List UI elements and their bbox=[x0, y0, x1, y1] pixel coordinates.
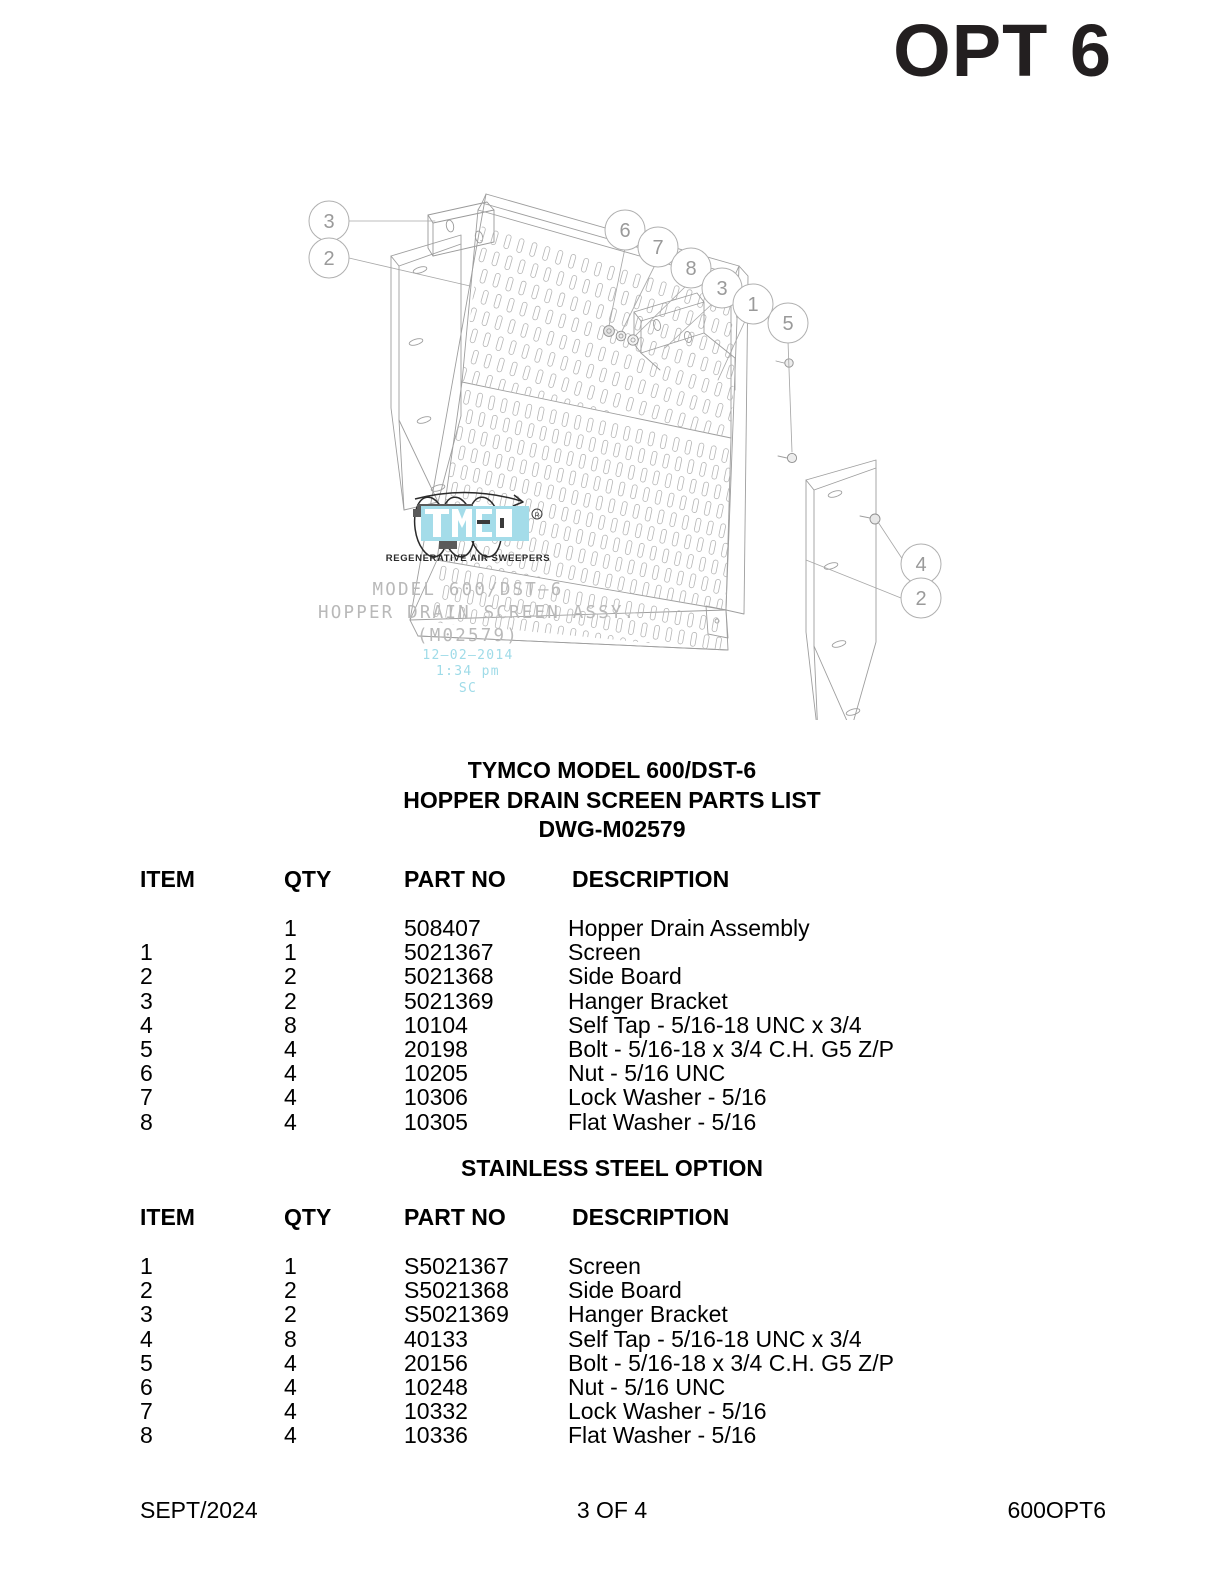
cell-part-no: S5021369 bbox=[404, 1301, 509, 1328]
cell-item: 1 bbox=[140, 939, 153, 966]
fastener-right-mid bbox=[778, 453, 797, 462]
side-board-right bbox=[806, 460, 876, 720]
callout-3 bbox=[309, 201, 349, 241]
cell-description: Hanger Bracket bbox=[568, 1301, 728, 1328]
cell-item: 2 bbox=[140, 1277, 153, 1304]
svg-text:REGENERATIVE AIR SWEEPERS: REGENERATIVE AIR SWEEPERS bbox=[385, 553, 551, 564]
cell-item: 3 bbox=[140, 987, 153, 1014]
table-header-spacer bbox=[0, 894, 1224, 916]
stainless-steel-section-heading: STAINLESS STEEL OPTION bbox=[460, 1155, 764, 1181]
column-header-item: ITEM bbox=[140, 866, 195, 892]
cell-qty: 2 bbox=[284, 1277, 297, 1304]
cell-description: Bolt - 5/16-18 x 3/4 C.H. G5 Z/P bbox=[568, 1035, 894, 1062]
table-row bbox=[0, 1302, 1224, 1326]
parts-list-title bbox=[0, 756, 1224, 845]
stainless-parts-table bbox=[0, 1202, 1224, 1448]
cell-description: Flat Washer - 5/16 bbox=[568, 1422, 757, 1449]
cell-part-no: 10306 bbox=[404, 1084, 468, 1111]
lock-washer-icon bbox=[616, 331, 626, 341]
screen-perforations-upper bbox=[432, 227, 765, 480]
cell-qty: 4 bbox=[284, 1060, 297, 1087]
table-row bbox=[0, 1085, 1224, 1109]
table-row bbox=[0, 1278, 1224, 1302]
cell-description: Side Board bbox=[568, 1277, 682, 1304]
column-header-description: DESCRIPTION bbox=[572, 866, 730, 892]
cell-qty: 4 bbox=[284, 1398, 297, 1425]
cell-part-no: 20198 bbox=[404, 1035, 468, 1062]
cell-qty: 4 bbox=[284, 1373, 297, 1400]
cell-description: Nut - 5/16 UNC bbox=[568, 1060, 726, 1087]
cell-part-no: 5021367 bbox=[404, 939, 494, 966]
footer-page-number: 3 OF 4 bbox=[576, 1497, 648, 1523]
title-line-parts-list: HOPPER DRAIN SCREEN PARTS LIST bbox=[403, 786, 821, 813]
page-title: OPT 6 bbox=[893, 9, 1112, 92]
svg-text:2: 2 bbox=[915, 588, 927, 610]
cell-item: 6 bbox=[140, 1060, 153, 1087]
self-tap-screw-icon bbox=[860, 514, 880, 524]
column-header-qty: QTY bbox=[284, 866, 332, 892]
table-row bbox=[0, 940, 1224, 964]
table-header-spacer bbox=[0, 1232, 1224, 1254]
cell-description: Hopper Drain Assembly bbox=[568, 915, 810, 941]
column-header-part-no: PART NO bbox=[404, 866, 506, 892]
table-row bbox=[0, 1013, 1224, 1037]
cell-description: Lock Washer - 5/16 bbox=[568, 1398, 767, 1425]
cell-part-no: 5021368 bbox=[404, 963, 494, 990]
cell-qty: 4 bbox=[284, 1108, 297, 1135]
cell-qty: 4 bbox=[284, 1349, 297, 1376]
fastener-stack-top bbox=[604, 326, 639, 346]
flat-washer-icon bbox=[628, 335, 638, 345]
cell-item: 6 bbox=[140, 1373, 153, 1400]
table-row bbox=[0, 1399, 1224, 1423]
cell-part-no: 10336 bbox=[404, 1422, 468, 1449]
cell-part-no: 508407 bbox=[404, 915, 481, 941]
cell-qty: 8 bbox=[284, 1011, 297, 1038]
table-row bbox=[0, 964, 1224, 988]
column-header-item: ITEM bbox=[140, 1204, 195, 1230]
cell-qty: 2 bbox=[284, 963, 297, 990]
table-row bbox=[0, 1037, 1224, 1061]
column-header-description: DESCRIPTION bbox=[572, 1204, 730, 1230]
cell-qty: 1 bbox=[284, 939, 297, 966]
caption-stamp-time: 1:34 pm bbox=[436, 664, 500, 680]
table-row bbox=[0, 1423, 1224, 1447]
cell-item: 3 bbox=[140, 1301, 153, 1328]
svg-text:7: 7 bbox=[652, 237, 664, 259]
svg-text:3: 3 bbox=[323, 211, 335, 233]
column-header-part-no: PART NO bbox=[404, 1204, 506, 1230]
page-footer bbox=[0, 1494, 1224, 1526]
cell-description: Screen bbox=[568, 939, 641, 966]
table-header-row bbox=[0, 1202, 1224, 1232]
cell-qty: 4 bbox=[284, 1422, 297, 1449]
cell-description: Lock Washer - 5/16 bbox=[568, 1084, 767, 1111]
cell-description: Bolt - 5/16-18 x 3/4 C.H. G5 Z/P bbox=[568, 1349, 894, 1376]
caption-model: MODEL 600/DST–6 bbox=[372, 580, 564, 600]
cell-item: 8 bbox=[140, 1422, 153, 1449]
cell-description: Hanger Bracket bbox=[568, 987, 728, 1014]
cell-part-no: 10332 bbox=[404, 1398, 468, 1425]
cell-part-no: 10248 bbox=[404, 1373, 468, 1400]
cell-description: Self Tap - 5/16-18 UNC x 3/4 bbox=[568, 1325, 862, 1352]
cell-qty: 2 bbox=[284, 987, 297, 1014]
cell-item: 8 bbox=[140, 1108, 153, 1135]
nut-icon bbox=[604, 326, 615, 337]
footer-date: SEPT/2024 bbox=[140, 1497, 258, 1523]
cell-part-no: 5021369 bbox=[404, 987, 494, 1014]
cell-part-no: 40133 bbox=[404, 1325, 468, 1352]
svg-text:1: 1 bbox=[747, 294, 759, 316]
cell-description: Screen bbox=[568, 1253, 641, 1279]
cell-qty: 4 bbox=[284, 1035, 297, 1062]
cell-description: Nut - 5/16 UNC bbox=[568, 1373, 726, 1400]
caption-stamp-date: 12–02–2014 bbox=[422, 648, 514, 664]
caption-stamp-initials: SC bbox=[458, 680, 478, 696]
callout-2b bbox=[901, 578, 941, 618]
svg-text:5: 5 bbox=[782, 313, 794, 335]
callout-5 bbox=[768, 303, 808, 343]
svg-text:3: 3 bbox=[716, 278, 728, 300]
cell-item: 4 bbox=[140, 1325, 153, 1352]
caption-assembly: HOPPER DRAIN SCREEN ASSY. bbox=[318, 603, 637, 624]
cell-part-no: S5021367 bbox=[404, 1253, 509, 1279]
cell-qty: 2 bbox=[284, 1301, 297, 1328]
cell-part-no: 10104 bbox=[404, 1011, 468, 1038]
svg-text:4: 4 bbox=[915, 554, 927, 576]
cell-part-no: 10205 bbox=[404, 1060, 468, 1087]
cell-description: Flat Washer - 5/16 bbox=[568, 1108, 757, 1135]
svg-text:R: R bbox=[534, 512, 540, 520]
main-parts-table bbox=[0, 864, 1224, 1134]
cell-qty: 1 bbox=[284, 1253, 297, 1279]
cell-item: 1 bbox=[140, 1253, 153, 1279]
footer-document-code: 600OPT6 bbox=[1007, 1497, 1106, 1523]
cell-part-no: 10305 bbox=[404, 1108, 468, 1135]
cell-item: 7 bbox=[140, 1398, 153, 1425]
callout-1 bbox=[733, 284, 773, 324]
svg-text:2: 2 bbox=[323, 248, 335, 270]
table-row bbox=[0, 916, 1224, 940]
cell-description: Self Tap - 5/16-18 UNC x 3/4 bbox=[568, 1011, 862, 1038]
cell-part-no: 20156 bbox=[404, 1349, 468, 1376]
table-row bbox=[0, 1061, 1224, 1085]
table-header-row bbox=[0, 864, 1224, 894]
cell-part-no: S5021368 bbox=[404, 1277, 509, 1304]
fastener-right-upper bbox=[776, 359, 793, 367]
title-block bbox=[318, 487, 637, 697]
table-row bbox=[0, 1351, 1224, 1375]
svg-text:6: 6 bbox=[619, 220, 631, 242]
table-row bbox=[0, 1110, 1224, 1134]
table-row bbox=[0, 1254, 1224, 1278]
table-row bbox=[0, 989, 1224, 1013]
cell-item: 2 bbox=[140, 963, 153, 990]
cell-item: 7 bbox=[140, 1084, 153, 1111]
svg-text:8: 8 bbox=[685, 258, 697, 280]
cell-item: 5 bbox=[140, 1035, 153, 1062]
callout-2 bbox=[309, 238, 349, 278]
cell-item: 4 bbox=[140, 1011, 153, 1038]
cell-qty: 8 bbox=[284, 1325, 297, 1352]
cell-qty: 1 bbox=[284, 915, 297, 941]
table-row bbox=[0, 1327, 1224, 1351]
table-row bbox=[0, 1375, 1224, 1399]
cell-qty: 4 bbox=[284, 1084, 297, 1111]
cell-description: Side Board bbox=[568, 963, 682, 990]
cell-item: 5 bbox=[140, 1349, 153, 1376]
tymco-logo bbox=[373, 487, 563, 579]
title-line-model: TYMCO MODEL 600/DST-6 bbox=[467, 757, 757, 783]
caption-drawing-no: (M02579) bbox=[417, 626, 519, 647]
column-header-qty: QTY bbox=[284, 1204, 332, 1230]
title-line-dwg: DWG-M02579 bbox=[538, 816, 686, 842]
